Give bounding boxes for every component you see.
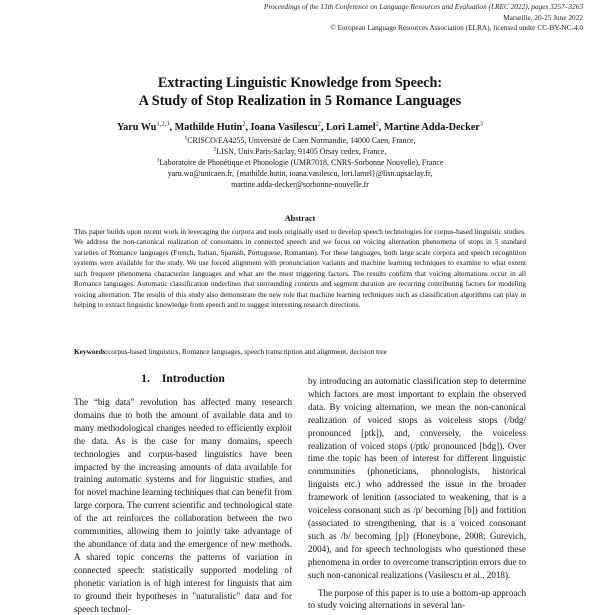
- author: Ioana Vasilescu$^2$,: [250, 120, 327, 133]
- paper-title-line-2: A Study of Stop Realization in 5 Romance Languages: [138, 93, 462, 109]
- paper-title-line-1: Extracting Linguistic Knowledge from Speech:: [157, 75, 443, 91]
- section-heading: [74, 372, 292, 386]
- keywords: [74, 347, 526, 357]
- author-emails-2: martine.adda-decker@sorbonne-nouvelle.fr: [231, 180, 369, 189]
- author: Lori Lamel$^2$,: [326, 120, 384, 133]
- proceedings-header: [163, 2, 583, 34]
- author: Yaru Wu$^{1,2,3}$,: [116, 120, 175, 133]
- location-line: Marseille, 20-25 June 2022: [503, 12, 583, 22]
- abstract-body: This paper builds upon recent work in leveraging the corpora and tools originally used to develop speech technologies for corpus-based linguistic studies. We address the non-canonical realization of consonants in connected speech and we focus on voicing alternation phenomena of stops in 5 standard varieties of Romance languages (French, Italian, Spanish, Portuguese, Romanian). For these languages, both large scale corpora and speech recognition systems were available for the study. We use forced alignment with pronunciation variants and machine learning techniques to examine to what extent such frequent phenomena characterize languages and what are the most triggering factors. The results confirm that voicing alternations occur in all Romance languages. Automatic classification underlines that surrounding contexts and segment duration are recurring contributing factors for modeling voicing alternation. The results of this study also demonstrate the new role that machine learning techniques such as classification algorithms can play in helping to extract linguistic knowledge from speech and to suggest interesting research directions.: [74, 227, 526, 310]
- affiliation-2: $^2$LISN, Univ.Paris-Saclay, 91405 Orsay cedex, France,: [213, 146, 387, 156]
- keywords-label: Keywords:: [74, 347, 109, 356]
- proceedings-line: Proceedings of the 13th Conference on Language Resources and Evaluation (LREC 2022), pages 3257–3263: [264, 2, 583, 11]
- author: Mathilde Hutin$^2$,: [174, 120, 251, 133]
- section-number: 1.: [141, 372, 150, 385]
- affiliation-1: $^1$CRISCO/EA4255, Université de Caen Normandie, 14000 Caen, France,: [184, 135, 416, 145]
- abstract-heading: Abstract: [284, 214, 316, 223]
- section-title: Introduction: [161, 372, 225, 385]
- keywords-text: corpus-based linguistics, Romance languages, speech transcription and alignment, decision tree: [108, 347, 387, 356]
- author-emails-1: yaru.wu@unicaen.fr, {mathilde.hutin, ioana.vasilescu, lori.lamel}@lisn.upsaclay.fr,: [167, 169, 433, 178]
- affiliation-3: $^3$Laboratoire de Phonétique et Phonologie (UMR7018, CNRS-Sorbonne Nouvelle), France: [156, 157, 444, 167]
- paragraph: The “big data” revolution has affected many research domains due to both the amount of available data and to many methodological changes needed to efficiently exploit the data. As is the case for many domains, speech technologies and corpus-based linguistics have been impacted by the increasing amounts of data available for training automatic systems and for linguistic studies, and for novel machine learning techniques that can benefit from large corpora. The current scientific and technological state of the art reinforces the collaboration between the two communities, allowing them to jointly take advantage of the abundance of data and the emergence of new methods. A shared topic concerns the patterns of variation in connected speech: statistically supported modeling of phonetic variation is of high interest for linguists that aim to ground their hypotheses in "naturalistic" data and for speech technol-: [74, 397, 292, 614]
- right-column: [308, 375, 526, 612]
- license-line: © European Language Resources Association (ELRA), licensed under CC-BY-NC-4.0: [330, 23, 583, 32]
- paragraph: by introducing an automatic classification step to determine which factors are most important to explain the observed data. By voicing alternation, we mean the non-canonical realization of voiced stops as voiceless stops (/bdg/ pronounced [ptk]), and, conversely, the voiceless realization of voiced stops (/ptk/ pronounced [bdg]). Over time the topic has been of interest for different linguistic communities (phoneticians, phonologists, historical linguists etc.) who addressed the issue in the broader framework of lenition (associated to weakening, that is a voiceless consonant such as /p/ becoming [b]) and fortition (associated to strengthening, that is a voiced consonant such as /b/ becoming [p]) (Honeybone, 2008; Gurevich, 2004), and for speech technologists who questioned these phenomena in order to overcome transcription errors due to such non-canonical realizations (Vasilescu et al., 2018).: [308, 376, 526, 580]
- left-column: [74, 396, 292, 615]
- author: Martine Adda-Decker$^3$: [383, 120, 484, 133]
- paragraph: The purpose of this paper is to use a bottom-up approach to study voicing alternations in several lan-: [308, 587, 526, 611]
- author-list: [0, 121, 600, 134]
